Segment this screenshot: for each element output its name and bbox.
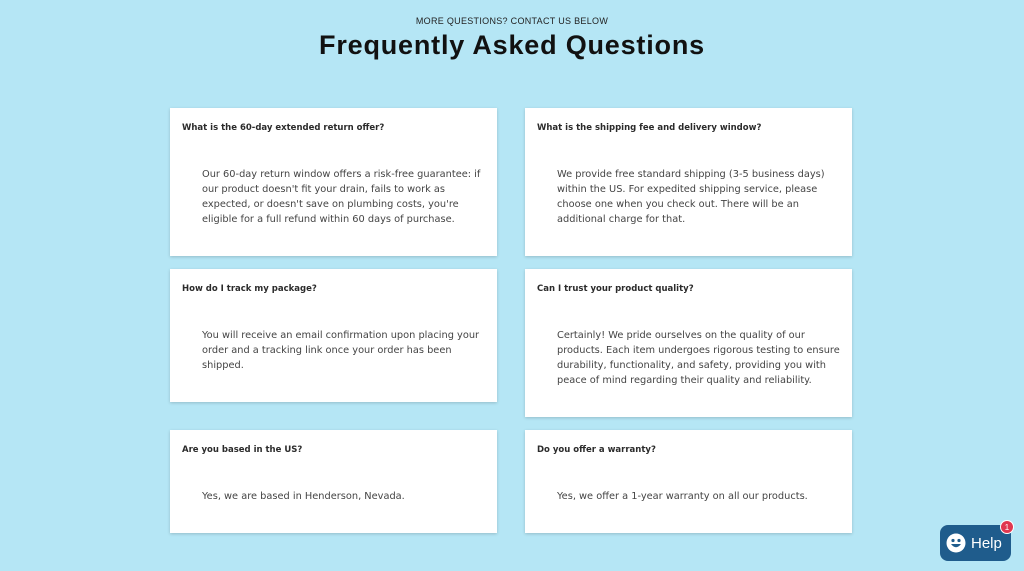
faq-question: What is the 60-day extended return offer? <box>182 123 385 133</box>
faq-question: How do I track my package? <box>182 284 317 294</box>
faq-question: Do you offer a warranty? <box>537 445 656 455</box>
faq-question: Are you based in the US? <box>182 445 303 455</box>
faq-card-return-offer[interactable] <box>170 108 497 256</box>
faq-card-warranty[interactable] <box>525 430 852 533</box>
faq-card-shipping[interactable] <box>525 108 852 256</box>
faq-card-location[interactable] <box>170 430 497 533</box>
faq-question: Can I trust your product quality? <box>537 284 694 294</box>
contact-eyebrow: MORE QUESTIONS? CONTACT US BELOW <box>415 16 609 26</box>
faq-card-quality[interactable] <box>525 269 852 417</box>
help-label: Help <box>971 534 1002 552</box>
faq-card-tracking[interactable] <box>170 269 497 402</box>
faq-answer: Yes, we offer a 1-year warranty on all our products. <box>557 491 808 502</box>
faq-answer: We provide free standard shipping (3-5 business days) within the US. For expedited shipping service, please choose one when you check out. There will be an additional charge for that. <box>557 169 825 225</box>
page-title: Frequently Asked Questions <box>319 30 705 60</box>
faq-question: What is the shipping fee and delivery window? <box>537 123 762 133</box>
faq-answer: Yes, we are based in Henderson, Nevada. <box>202 491 405 502</box>
faq-answer: Certainly! We pride ourselves on the quality of our products. Each item undergoes rigorous testing to ensure durability, functionality, and safety, providing you with peace of mind regarding their quality and reliability. <box>557 330 840 386</box>
notification-badge: 1 <box>1000 520 1014 534</box>
faq-answer: You will receive an email confirmation upon placing your order and a tracking link once your order has been shipped. <box>202 330 480 371</box>
faq-answer: Our 60-day return window offers a risk-free guarantee: if our product doesn't fit your drain, fails to work as expected, or doesn't save on plumbing costs, you're eligible for a full refund within 60 days of purchase. <box>202 169 481 225</box>
smiley-chat-icon <box>946 533 966 553</box>
